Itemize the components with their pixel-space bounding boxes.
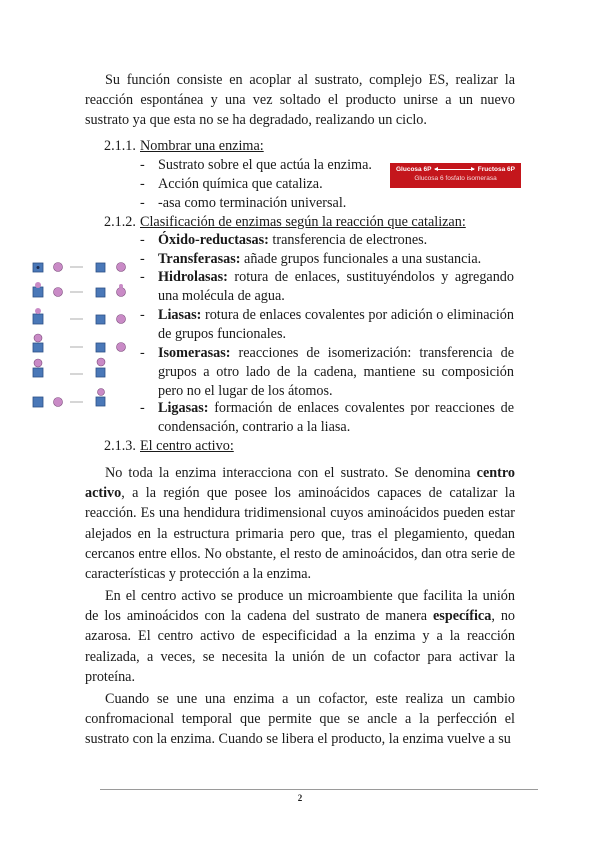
- section-number: 2.1.2.: [104, 214, 136, 230]
- section-heading-2-1-3: [104, 437, 234, 456]
- enzyme-row: [33, 334, 126, 352]
- enzyme-class-item: - Transferasas: añade grupos funcionales a una sustancia.: [140, 251, 482, 267]
- paragraph-microenvironment: En el centro activo se produce un microambiente que facilita la unión de los aminoácidos con la cadena del sustrato de manera específica, no azarosa. El centro activo de especificidad a la enzima y a la reacción realizada, a veces, se necesita la unión de un cofactor para activar la proteína.: [85, 588, 516, 685]
- double-arrow-icon: [435, 169, 473, 170]
- section-number: 2.1.1.: [104, 138, 136, 154]
- enzyme-row: [33, 389, 105, 408]
- enzyme-class-item: - Hidrolasas: rotura de enlaces, sustituyéndolos y agregando una molécula de agua.: [140, 269, 514, 304]
- enzyme-class-item: - Liasas: rotura de enlaces covalentes por adición o eliminación de grupos funcionales.: [140, 307, 514, 342]
- paragraph-active-site: No toda la enzima interacciona con el sustrato. Se denomina centro activo, a la región que posee los aminoácidos capaces de catalizar la reacción. Es una hendidura tridimensional cuyos aminoácidos pueden estar alejados en la estructura primaria pero que, tras el plegamiento, quedan cercanos entre ellos. No obstante, el resto de aminoácidos, dan otra serie de características y protección a la enzima.: [85, 465, 515, 583]
- intro-paragraph: Su función consiste en acoplar al sustrato, complejo ES, realizar la reacción espontánea y una vez soltado el producto unirse a un nuevo sustrato ya que esta no se ha degradado, realizando un ciclo.: [85, 72, 515, 129]
- enzyme-class-item: - Óxido-reductasas: transferencia de electrones.: [140, 232, 428, 248]
- section-title: Nombrar una enzima:: [140, 138, 264, 154]
- reaction-caption: Glucosa 6 fosfato isomerasa: [414, 175, 497, 182]
- list-item: - -asa como terminación universal.: [140, 195, 347, 211]
- enzyme-row: [33, 358, 105, 377]
- enzyme-class-item: - Isomerasas: reacciones de isomerización: transferencia de grupos a otro lado de la cadena, mantiene su composición pero no el lugar de los átomos.: [140, 345, 514, 399]
- footer-divider: [100, 789, 538, 790]
- section-heading-2-1-2: [104, 213, 466, 232]
- section-title: El centro activo:: [140, 438, 234, 454]
- reaction-left-label: Glucosa 6P: [396, 166, 432, 173]
- list-item: - Acción química que cataliza.: [140, 176, 323, 192]
- enzyme-row: [33, 282, 126, 297]
- section-number: 2.1.3.: [104, 438, 136, 454]
- enzyme-row: [33, 308, 126, 324]
- section-title: Clasificación de enzimas según la reacción que catalizan:: [140, 214, 466, 230]
- paragraph-cofactor: Cuando se une una enzima a un cofactor, este realiza un cambio confromacional temporal que permite que se ancle a la perfección el sustrato con la enzima. Cuando se libera el producto, la enzima vuelve a su: [85, 691, 515, 748]
- enzyme-row: [33, 263, 126, 273]
- reaction-right-label: Fructosa 6P: [477, 166, 515, 173]
- page-number: 2: [297, 793, 303, 803]
- enzyme-class-item: - Ligasas: formación de enlaces covalentes por reacciones de condensación, contrario a la liasa.: [140, 400, 515, 435]
- section-heading-2-1-1: [104, 137, 264, 156]
- list-item: - Sustrato sobre el que actúa la enzima.: [140, 157, 372, 173]
- reaction-figure: [390, 163, 521, 188]
- enzyme-classes-figure: [28, 256, 133, 416]
